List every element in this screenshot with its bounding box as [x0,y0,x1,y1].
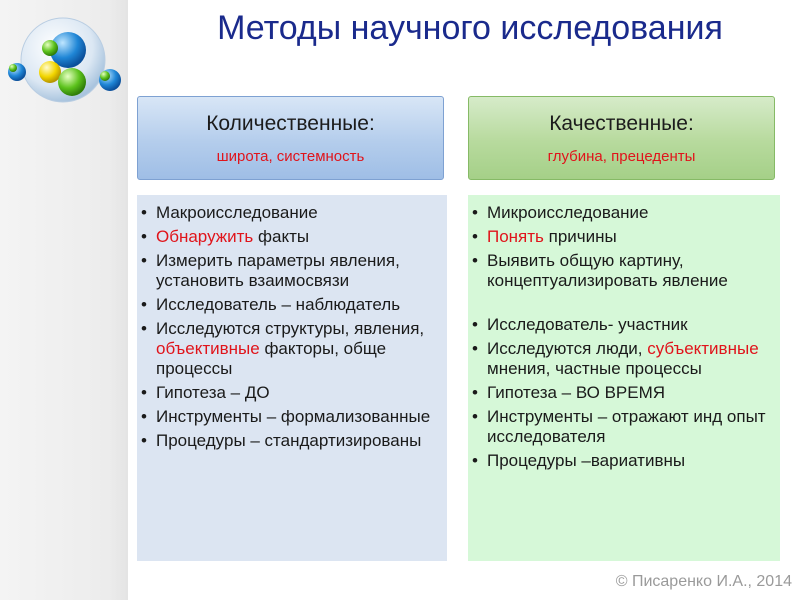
quantitative-subtitle: широта, системность [216,148,365,165]
bullet-icon: • [141,383,147,402]
bullet-icon: • [141,407,147,426]
list-item: • Выявить общую картину, концептуализировать явление [472,251,728,290]
bullet-icon: • [472,203,478,222]
list-item: • Процедуры – стандартизированы [141,431,422,450]
list-item: • Измерить параметры явления, установить взаимосвязи [141,251,400,290]
list-item: • Исследуются люди, субъективные мнения, частные процессы [472,339,759,378]
bullet-icon: • [472,451,478,470]
list-item: • Исследователь – наблюдатель [141,295,401,314]
list-item: • Гипотеза – ВО ВРЕМЯ [472,383,666,402]
bullet-icon: • [472,339,478,358]
bullet-icon: • [472,383,478,402]
quantitative-title: Количественные: [206,112,375,135]
list-item: • Макроисследование [141,203,318,222]
list-item: • Понять причины [472,227,617,246]
qualitative-title: Качественные: [549,112,694,135]
slide-title: Методы научного исследования [217,9,723,47]
bullet-icon: • [141,251,147,270]
bullet-icon: • [141,227,147,246]
copyright-footer: © Писаренко И.А., 2014 [615,573,792,590]
molecule-spheres-icon [0,10,130,115]
bullet-icon: • [472,251,478,270]
list-item: • Исследователь- участник [472,315,688,334]
list-item: • Инструменты – формализованные [141,407,431,426]
bullet-icon: • [141,319,147,338]
qualitative-list [468,195,780,561]
list-item: • Гипотеза – ДО [141,383,270,402]
list-item: • Исследуются структуры, явления, объективные факторы, обще процессы [141,319,425,378]
qualitative-header [468,96,775,180]
bullet-icon: • [472,227,478,246]
quantitative-list [137,195,447,561]
list-item: • Обнаружить факты [141,227,310,246]
bullet-icon: • [141,295,147,314]
list-item: • Инструменты – отражают инд опыт исследователя [472,407,766,446]
qualitative-subtitle: глубина, прецеденты [547,148,696,165]
quantitative-header [137,96,444,180]
list-item: • Процедуры –вариативны [472,451,686,470]
list-item: • Микроисследование [472,203,649,222]
bullet-icon: • [472,407,478,426]
bullet-icon: • [141,431,147,450]
bullet-icon: • [472,315,478,334]
bullet-icon: • [141,203,147,222]
